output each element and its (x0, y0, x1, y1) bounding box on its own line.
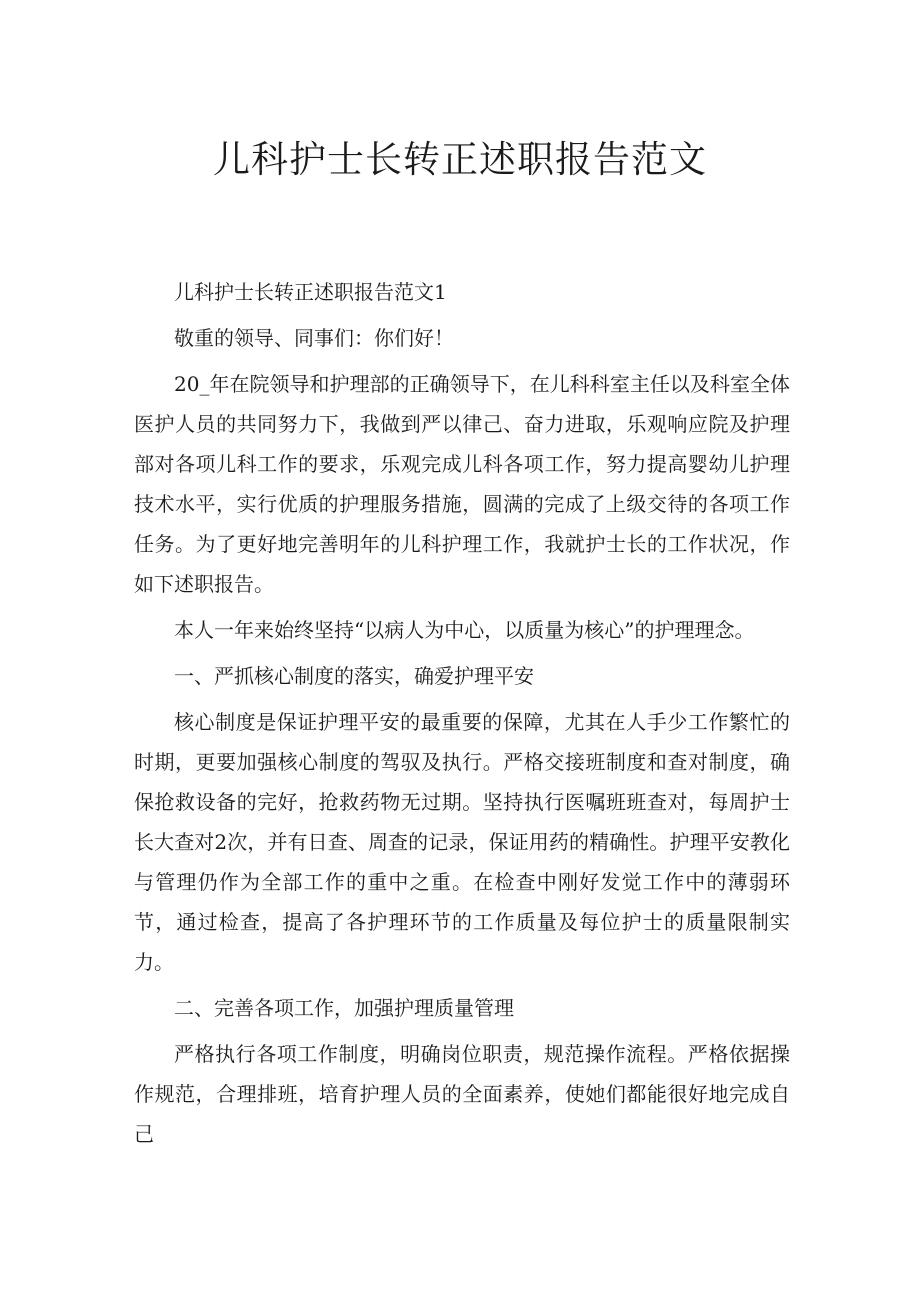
section-heading-2: 二、完善各项工作，加强护理质量管理 (174, 996, 514, 1020)
document-body (134, 272, 790, 1160)
paragraph-section-2: 严格执行各项工作制度，明确岗位职责，规范操作流程。严格依据操作规范，合理排班，培育护理人员的全面素养，使她们都能很好地完成自己 (134, 1042, 790, 1146)
paragraph-subtitle: 儿科护士长转正述职报告范文1 (174, 280, 447, 304)
paragraph-section-1: 核心制度是保证护理平安的最重要的保障，尤其在人手少工作繁忙的时期，更要加强核心制度的驾驭及执行。严格交接班制度和查对制度，确保抢救设备的完好，抢救药物无过期。坚持执行医嘱班班查对，每周护士长大查对2次，并有日查、周查的记录，保证用药的精确性。护理平安教化与管理仍作为全部工作的重中之重。在检查中刚好发觉工作中的薄弱环节，通过检查，提高了各护理环节的工作质量及每位护士的质量限制实力。 (134, 710, 790, 974)
paragraph-philosophy: 本人一年来始终坚持“以病人为中心，以质量为核心”的护理理念。 (174, 618, 755, 642)
section-heading-1: 一、严抓核心制度的落实，确爱护理平安 (174, 664, 534, 688)
document-title: 儿科护士长转正述职报告范文 (213, 138, 707, 181)
paragraph-greeting: 敬重的领导、同事们：你们好！ (174, 326, 454, 350)
paragraph-intro: 20_年在院领导和护理部的正确领导下，在儿科科室主任以及科室全体医护人员的共同努力下，我做到严以律己、奋力进取，乐观响应院及护理部对各项儿科工作的要求，乐观完成儿科各项工作，努力提高婴幼儿护理技术水平，实行优质的护理服务措施，圆满的完成了上级交待的各项工作任务。为了更好地完善明年的儿科护理工作，我就护士长的工作状况，作如下述职报告。 (134, 372, 790, 596)
